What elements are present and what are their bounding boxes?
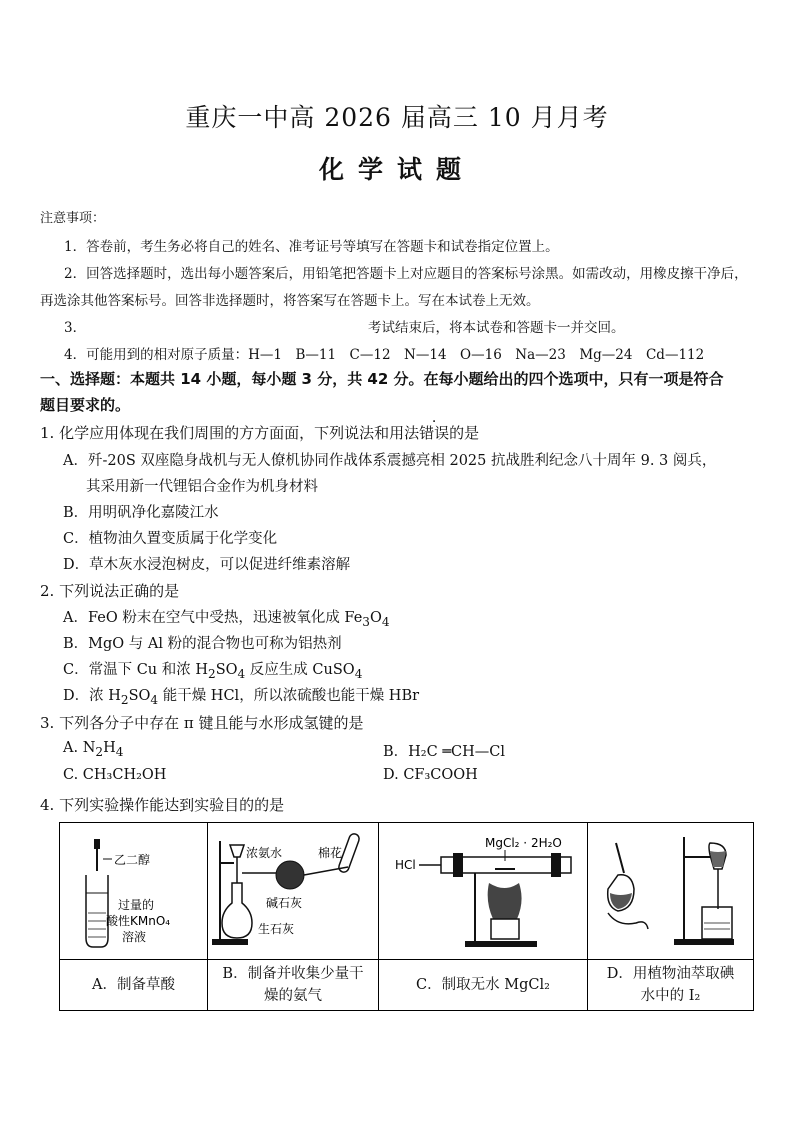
figure-d-apparatus [588,823,753,959]
notice-item-3-number: 3． [64,320,87,336]
label-kmno4: 酸性KMnO₄ [106,914,171,928]
figure-c-cell [379,823,588,960]
label-quicklime: 生石灰 [258,922,295,936]
caption-a: A．制备草酸 [60,960,208,1011]
q1-option-a-cont: 其采用新一代锂铝合金作为机身材料 [86,479,318,495]
q3-option-d: D. CF₃COOH [383,767,478,783]
notice-item-3-text: 考试结束后，将本试卷和答题卡一并交回。 [368,320,625,336]
caption-d: D．用植物油萃取碘 水中的 I₂ [588,960,754,1011]
q3-option-a: A. $N_2H_4$ [63,740,124,759]
q2-option-a: A．FeO 粉末在空气中受热，迅速被氧化成 $Fe_3O_4$ [63,610,390,629]
q2-option-b: B．MgO 与 Al 粉的混合物也可称为铝热剂 [63,636,342,652]
q3-option-c: C. CH₃CH₂OH [63,767,167,783]
label-ammonia: 浓氨水 [246,846,283,860]
figure-c-apparatus [379,823,587,959]
q1-option-b: B．用明矾净化嘉陵江水 [63,505,219,521]
caption-c: C．制取无水 MgCl₂ [379,960,588,1011]
question-1-stem [40,422,479,443]
experiment-table [59,822,754,1011]
notice-item-1: 1．答卷前，考生务必将自己的姓名、准考证号等填写在答题卡和试卷指定位置上。 [64,239,559,255]
q2-option-c: C．常温下 Cu 和浓 $H_2SO_4$ 反应生成 CuSO$_4$ [63,662,363,681]
section-heading: 一、选择题：本题共 14 小题，每小题 3 分，共 42 分。在每小题给出的四个选项中，只有一项是符合 [40,370,724,388]
question-4-stem: 4. 下列实验操作能达到实验目的的是 [40,796,285,814]
q1-option-a: A．歼-20S 双座隐身战机与无人僚机协同作战体系震撼亮相 2025 抗战胜利纪念八十周年 9. 3 阅兵， [63,453,717,469]
figure-a-cell [60,823,208,960]
figure-d-cell [588,823,754,960]
q3-option-b: B．H₂C ═CH—Cl [383,744,506,760]
section-heading-cont: 题目要求的。 [40,396,131,414]
exam-subtitle: 化学试题 [318,155,475,184]
figure-b-cell [208,823,379,960]
q1-stem-c: 的是 [449,424,480,442]
q2-option-d: D．浓 $H_2SO_4$ 能干燥 HCl，所以浓硫酸也能干燥 HBr [63,688,420,707]
label-sodalime: 碱石灰 [266,896,303,910]
exam-title: 重庆一中高 2026 届高三 10 月月考 [185,103,609,132]
label-cotton: 棉花 [318,846,343,860]
label-solution: 溶液 [122,930,147,944]
question-2-stem: 2. 下列说法正确的是 [40,582,180,600]
figure-a-apparatus [60,823,207,959]
q1-emphasis: 错误 [419,424,450,442]
q1-stem-a: 1. 化学应用体现在我们周围的方方面面，下列说法和用法 [40,424,420,442]
q1-option-d: D．草木灰水浸泡树皮，可以促进纤维素溶解 [63,557,351,573]
figure-b-apparatus [208,823,378,959]
q1-option-c: C．植物油久置变质属于化学变化 [63,531,278,547]
caption-b: B．制备并收集少量干 燥的氨气 [208,960,379,1011]
notice-item-4: 4．可能用到的相对原子质量：H—1 B—11 C—12 N—14 O—16 Na—23 Mg—24 Cd—112 [64,347,705,363]
notice-item-2: 2．回答选择题时，选出每小题答案后，用铅笔把答题卡上对应题目的答案标号涂黑。如需改动，用橡皮擦干净后， [64,266,748,282]
notice-heading: 注意事项： [40,211,106,226]
label-mgcl: MgCl₂ · 2H₂O [485,836,562,850]
question-3-stem: 3. 下列各分子中存在 π 键且能与水形成氢键的是 [40,714,364,732]
label-glycol: 乙二醇 [114,853,151,867]
notice-item-2-cont: 再选涂其他答案标号。回答非选择题时，将答案写在答题卡上。写在本试卷上无效。 [40,293,540,309]
label-hcl: HCl [395,858,416,872]
label-excess: 过量的 [118,898,155,912]
